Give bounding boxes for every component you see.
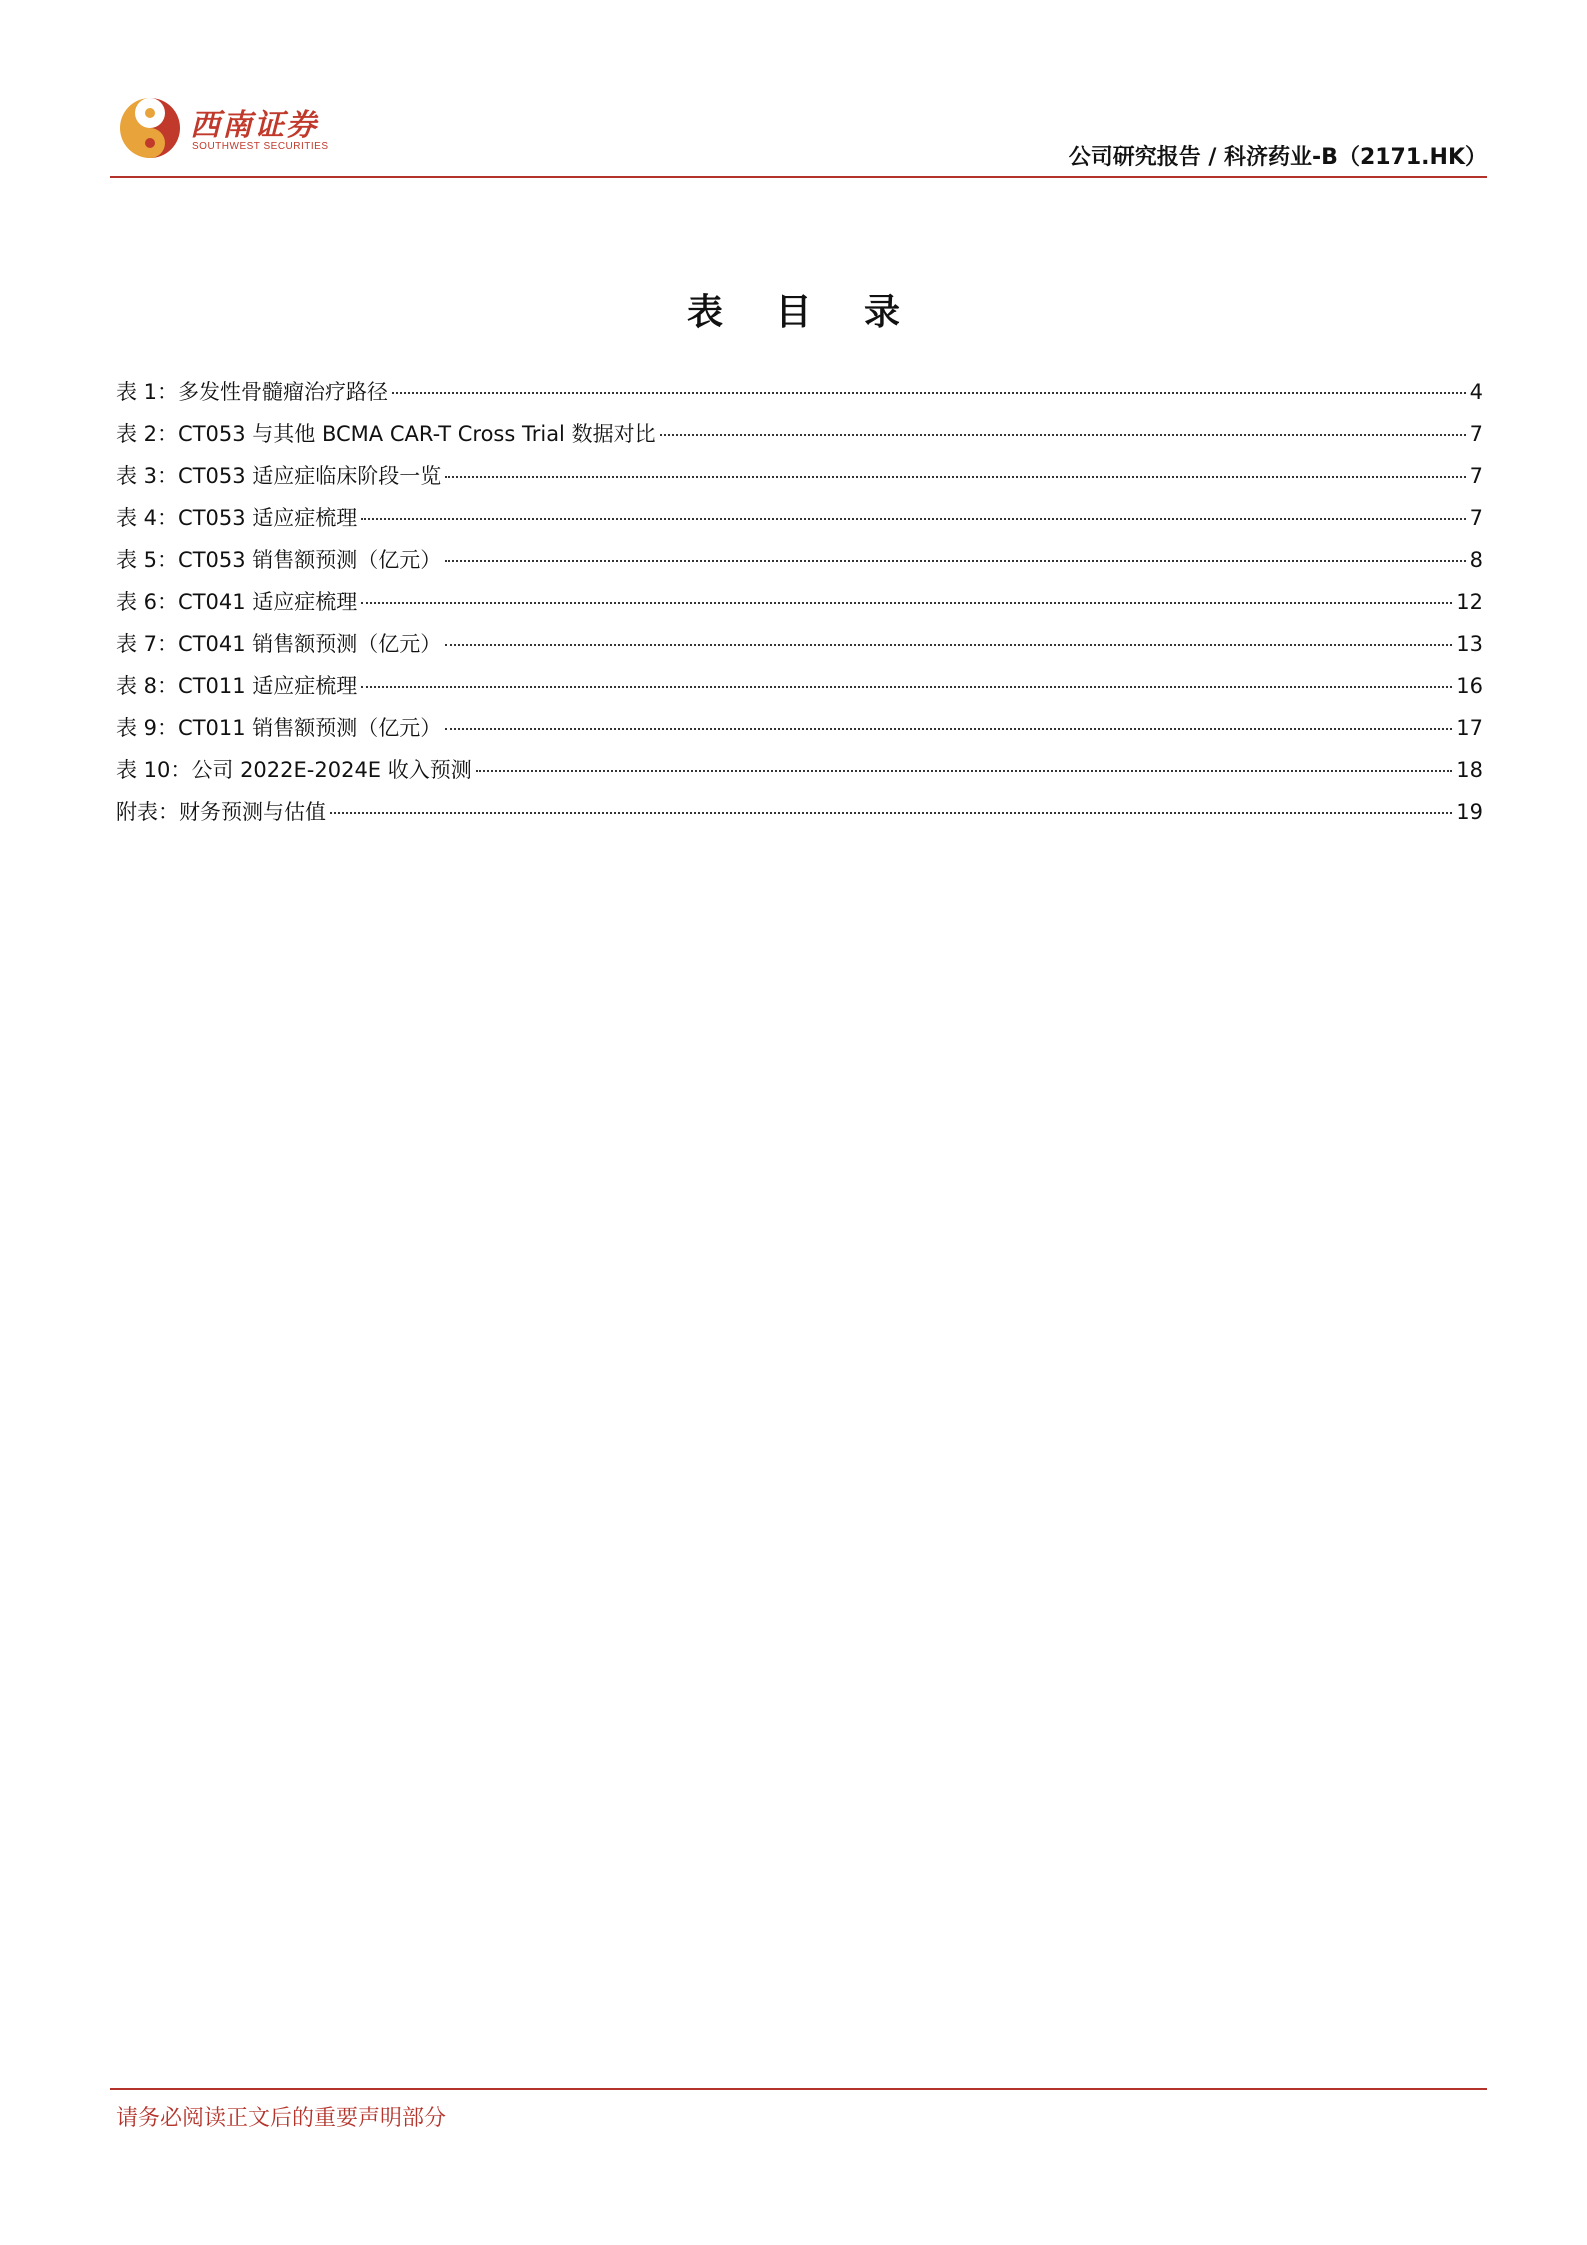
logo-emblem-icon (118, 96, 182, 160)
toc-entry-page: 7 (1469, 464, 1483, 488)
toc-leader-dots (361, 602, 1452, 604)
toc-entry-page: 13 (1456, 632, 1483, 656)
toc-entry-page: 7 (1469, 422, 1483, 446)
toc-entry-label: 表 3：CT053 适应症临床阶段一览 (116, 464, 442, 488)
footer-disclaimer: 请务必阅读正文后的重要声明部分 (116, 2106, 447, 2131)
toc-entry-page: 4 (1469, 380, 1483, 404)
toc-entry-label: 表 10：公司 2022E-2024E 收入预测 (116, 758, 472, 782)
toc-entry-label: 表 1：多发性骨髓瘤治疗路径 (116, 380, 389, 404)
report-header-title: 公司研究报告 / 科济药业-B（2171.HK） (1068, 145, 1487, 170)
toc-leader-dots (392, 392, 1466, 394)
toc-entry-label: 附表：财务预测与估值 (116, 800, 326, 824)
toc-leader-dots (361, 686, 1452, 688)
toc-leader-dots (445, 476, 1465, 478)
page-title: 表 目 录 (686, 291, 921, 333)
header-divider (110, 176, 1487, 178)
toc-entry-label: 表 7：CT041 销售额预测（亿元） (116, 632, 442, 656)
toc-entry[interactable] (116, 460, 1483, 502)
toc-entry-label: 表 2：CT053 与其他 BCMA CAR-T Cross Trial 数据对比 (116, 422, 656, 446)
toc-entry[interactable] (116, 418, 1483, 460)
toc-entry[interactable] (116, 376, 1483, 418)
toc-entry[interactable] (116, 502, 1483, 544)
toc-entry-label: 表 9：CT011 销售额预测（亿元） (116, 716, 442, 740)
toc-entry[interactable] (116, 544, 1483, 586)
toc-entry-label: 表 4：CT053 适应症梳理 (116, 506, 358, 530)
toc-entry[interactable] (116, 796, 1483, 838)
table-of-contents (116, 376, 1483, 838)
logo-english-name: SOUTHWEST SECURITIES (192, 141, 329, 152)
toc-entry[interactable] (116, 712, 1483, 754)
toc-entry-page: 8 (1469, 548, 1483, 572)
toc-entry-page: 18 (1456, 758, 1483, 782)
toc-entry-label: 表 5：CT053 销售额预测（亿元） (116, 548, 442, 572)
toc-entry-page: 19 (1456, 800, 1483, 824)
toc-entry-label: 表 8：CT011 适应症梳理 (116, 674, 358, 698)
footer-divider (110, 2088, 1487, 2090)
toc-entry-page: 16 (1456, 674, 1483, 698)
toc-leader-dots (445, 728, 1452, 730)
toc-entry[interactable] (116, 628, 1483, 670)
toc-entry-label: 表 6：CT041 适应症梳理 (116, 590, 358, 614)
toc-leader-dots (476, 770, 1453, 772)
toc-entry-page: 12 (1456, 590, 1483, 614)
toc-leader-dots (445, 560, 1465, 562)
toc-leader-dots (361, 518, 1465, 520)
toc-entry[interactable] (116, 586, 1483, 628)
toc-entry-page: 17 (1456, 716, 1483, 740)
toc-entry-page: 7 (1469, 506, 1483, 530)
toc-leader-dots (445, 644, 1452, 646)
toc-entry[interactable] (116, 670, 1483, 712)
toc-leader-dots (660, 434, 1466, 436)
toc-entry[interactable] (116, 754, 1483, 796)
logo-chinese-name: 西南证券 (190, 108, 318, 143)
company-logo (118, 96, 348, 162)
toc-leader-dots (330, 812, 1452, 814)
